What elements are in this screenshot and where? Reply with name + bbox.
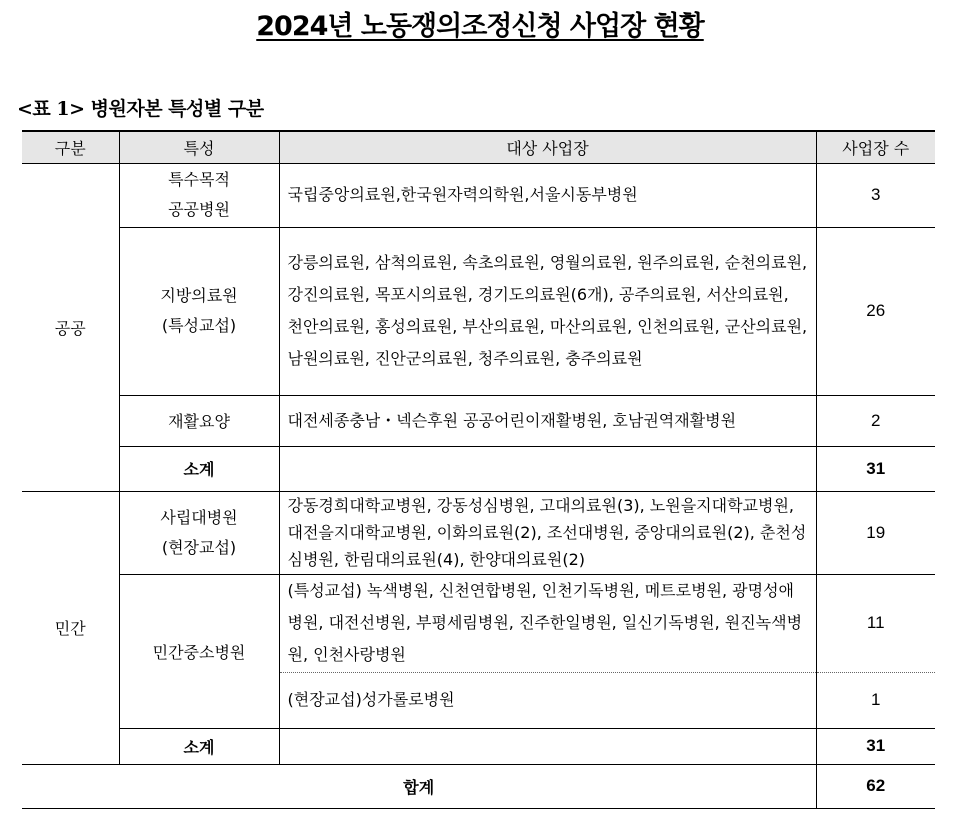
document-title [0, 4, 960, 43]
type-cell: 민간중소병원 [119, 574, 279, 728]
total-row [22, 764, 935, 808]
type-label: 특수목적 [168, 170, 230, 189]
subtotal-count: 31 [816, 728, 935, 764]
type-cell [119, 163, 279, 227]
count-cell: 11 [816, 574, 935, 672]
table-row [22, 227, 935, 395]
table-row [22, 163, 935, 227]
targets-cell: 강릉의료원, 삼척의료원, 속초의료원, 영월의료원, 원주의료원, 순천의료원, 강진의료원, 목포시의료원, 경기도의료원(6개), 공주의료원, 서산의료원, 천안의료원, 홍성의료원, 부산의료원, 마산의료원, 인천의료원, 군산의료원, 남원의료원, 진안군의료원, 청주의료원, 충주의료원 [279, 227, 816, 395]
table-row [22, 491, 935, 574]
table-row [22, 574, 935, 672]
table-row [22, 395, 935, 446]
targets-cell: 강동경희대학교병원, 강동성심병원, 고대의료원(3), 노원을지대학교병원, 대전을지대학교병원, 이화의료원(2), 조선대병원, 중앙대의료원(2), 춘천성심병원, 한림대의료원(4), 한양대의료원(2) [279, 491, 816, 574]
type-label: 사립대병원 [160, 507, 238, 527]
header-count: 사업장 수 [816, 131, 935, 163]
group-cell-private: 민간 [22, 491, 119, 764]
count-cell: 26 [816, 227, 935, 395]
subtotal-row [22, 728, 935, 764]
type-label: 공공병원 [168, 200, 230, 219]
subtotal-label: 소계 [119, 446, 279, 491]
subtotal-empty [279, 728, 816, 764]
header-row [22, 131, 935, 163]
total-count: 62 [816, 764, 935, 808]
table-caption: <표 1> 병원자본 특성별 구분 [17, 98, 264, 120]
type-cell [119, 227, 279, 395]
type-label: (특성교섭) [161, 316, 237, 335]
subtotal-empty [279, 446, 816, 491]
count-cell: 2 [816, 395, 935, 446]
header-type: 특성 [119, 131, 279, 163]
header-targets: 대상 사업장 [279, 131, 816, 163]
subtotal-row [22, 446, 935, 491]
targets-cell: (특성교섭) 녹색병원, 신천연합병원, 인천기독병원, 메트로병원, 광명성애병원, 대전선병원, 부평세림병원, 진주한일병원, 일신기독병원, 원진녹색병원, 인천사랑병원 [279, 574, 816, 672]
type-cell: 재활요양 [119, 395, 279, 446]
document-title-text: 2024년 노동쟁의조정신청 사업장 현황 [256, 11, 704, 42]
group-cell-public: 공공 [22, 163, 119, 491]
total-label: 합계 [22, 764, 816, 808]
count-cell: 1 [816, 672, 935, 728]
type-label: 지방의료원 [160, 286, 238, 305]
count-cell: 19 [816, 491, 935, 574]
targets-cell: 국립중앙의료원,한국원자력의학원,서울시동부병원 [279, 163, 816, 227]
subtotal-label: 소계 [119, 728, 279, 764]
count-cell: 3 [816, 163, 935, 227]
hospital-table [22, 130, 935, 809]
subtotal-count: 31 [816, 446, 935, 491]
type-label: (현장교섭) [161, 537, 237, 557]
targets-cell: 대전세종충남・넥슨후원 공공어린이재활병원, 호남권역재활병원 [279, 395, 816, 446]
targets-cell: (현장교섭)성가롤로병원 [279, 672, 816, 728]
header-group: 구분 [22, 131, 119, 163]
type-cell [119, 491, 279, 574]
